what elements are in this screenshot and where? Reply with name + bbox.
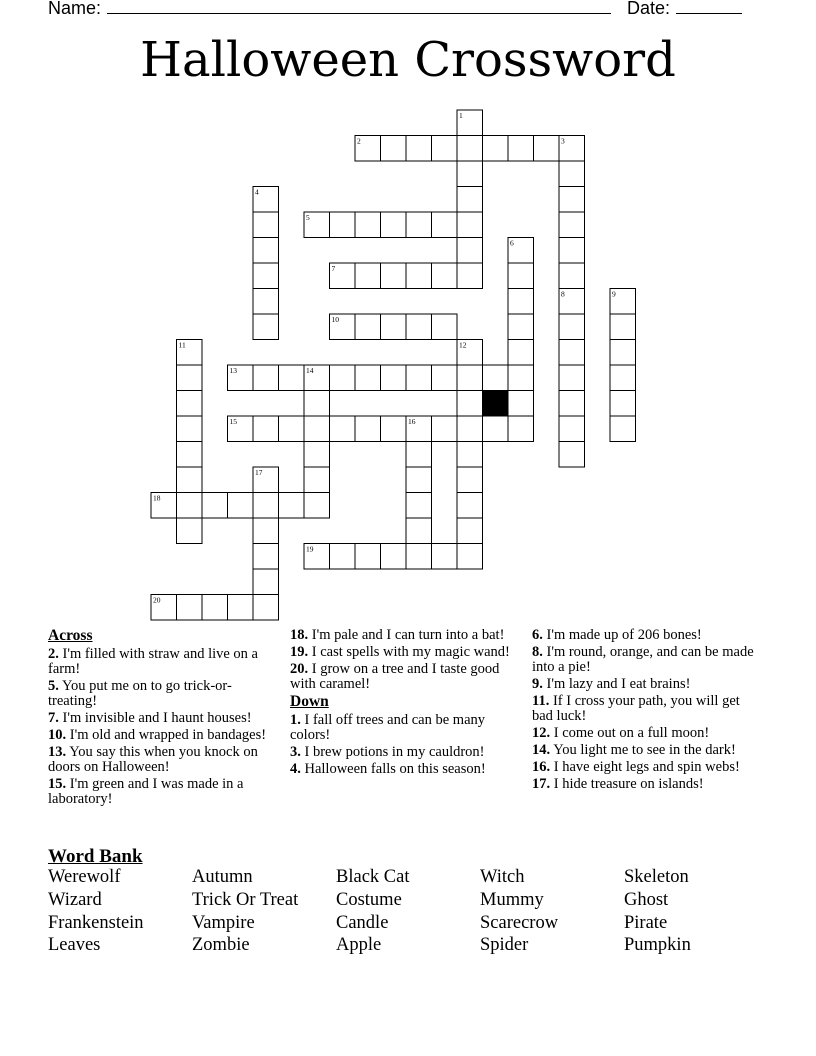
grid-cell[interactable] xyxy=(508,416,534,442)
grid-cell[interactable] xyxy=(381,544,407,570)
grid-cell[interactable] xyxy=(457,263,483,289)
grid-cell-number: 9 xyxy=(612,289,616,299)
grid-cell[interactable] xyxy=(177,391,203,417)
grid-cell[interactable] xyxy=(559,391,585,417)
clue-number: 9. xyxy=(532,676,543,692)
grid-cell[interactable] xyxy=(483,416,509,442)
grid-cell[interactable] xyxy=(406,518,432,544)
clue-down-9 xyxy=(532,677,754,692)
word-bank-word: Mummy xyxy=(480,889,544,910)
clue-down-14 xyxy=(532,743,754,758)
across-heading: Across xyxy=(48,627,93,644)
grid-cell[interactable] xyxy=(610,416,636,442)
grid-cell[interactable] xyxy=(559,161,585,187)
word-bank-word: Pirate xyxy=(624,912,668,933)
grid-cell[interactable] xyxy=(355,544,381,570)
word-bank-word: Apple xyxy=(336,935,382,956)
grid-cell[interactable] xyxy=(177,518,203,544)
grid-cell[interactable] xyxy=(253,595,279,621)
grid-cell[interactable] xyxy=(406,493,432,519)
clue-number: 8. xyxy=(532,644,543,660)
grid-cell[interactable] xyxy=(508,391,534,417)
grid-cell[interactable] xyxy=(304,416,330,442)
grid-cell[interactable] xyxy=(406,467,432,493)
grid-cell[interactable] xyxy=(381,365,407,391)
clue-across-10 xyxy=(48,728,276,743)
word-bank-word: Costume xyxy=(336,889,402,910)
word-bank-word: Ghost xyxy=(624,889,669,910)
grid-cell-number: 14 xyxy=(306,366,314,375)
page-title: Halloween Crossword xyxy=(140,32,676,88)
clue-number: 18. xyxy=(290,627,309,643)
clue-number: 3. xyxy=(290,744,301,760)
grid-cell[interactable] xyxy=(304,442,330,468)
grid-cell[interactable] xyxy=(406,136,432,162)
grid-cell[interactable] xyxy=(483,136,509,162)
clue-text: I come out on a full moon! xyxy=(553,725,710,741)
grid-cell[interactable] xyxy=(432,314,458,340)
grid-cell[interactable] xyxy=(508,136,534,162)
clue-number: 20. xyxy=(290,661,309,677)
clue-down-17 xyxy=(532,777,754,792)
clue-down-8 xyxy=(532,645,754,675)
grid-cell[interactable] xyxy=(559,263,585,289)
grid-cell[interactable] xyxy=(559,442,585,468)
grid-cell[interactable] xyxy=(457,518,483,544)
clues-column-2 xyxy=(290,628,520,779)
grid-cell-number: 6 xyxy=(510,238,514,248)
clue-text: I hide treasure on islands! xyxy=(553,776,704,792)
grid-cell[interactable] xyxy=(330,365,356,391)
grid-cell[interactable] xyxy=(406,212,432,238)
grid-cell[interactable] xyxy=(457,212,483,238)
grid-cell[interactable] xyxy=(559,365,585,391)
grid-cell-number: 1 xyxy=(459,111,463,120)
clue-across-15 xyxy=(48,777,276,807)
grid-cell[interactable] xyxy=(508,263,534,289)
word-bank-word: Scarecrow xyxy=(480,912,559,933)
down-heading: Down xyxy=(290,693,329,710)
grid-cell[interactable] xyxy=(177,365,203,391)
grid-cell[interactable] xyxy=(253,365,279,391)
clue-text: I have eight legs and spin webs! xyxy=(553,759,740,775)
grid-cell[interactable] xyxy=(253,493,279,519)
word-bank-word: Werewolf xyxy=(48,867,121,887)
grid-cell[interactable] xyxy=(457,238,483,264)
grid-cell[interactable] xyxy=(355,416,381,442)
word-bank-word: Trick Or Treat xyxy=(192,889,299,910)
grid-cell[interactable] xyxy=(559,340,585,366)
grid-cell[interactable] xyxy=(177,442,203,468)
grid-cell[interactable] xyxy=(559,238,585,264)
name-label: Name: xyxy=(48,0,102,18)
grid-cell-shaded xyxy=(483,391,509,417)
clue-number: 13. xyxy=(48,744,67,760)
clue-text: I'm lazy and I eat brains! xyxy=(546,676,691,692)
clue-number: 7. xyxy=(48,710,59,726)
clue-across-13 xyxy=(48,745,276,775)
grid-cell[interactable] xyxy=(177,595,203,621)
word-bank-word: Black Cat xyxy=(336,867,410,887)
grid-cell[interactable] xyxy=(253,238,279,264)
grid-cell[interactable] xyxy=(432,416,458,442)
grid-cell[interactable] xyxy=(253,263,279,289)
grid-cell[interactable] xyxy=(457,161,483,187)
clue-down-3 xyxy=(290,745,520,760)
grid-cell[interactable] xyxy=(381,314,407,340)
word-bank-word: Spider xyxy=(480,935,529,956)
grid-cell[interactable] xyxy=(330,416,356,442)
word-bank-word: Vampire xyxy=(192,912,255,933)
grid-cell[interactable] xyxy=(304,391,330,417)
grid-cell[interactable] xyxy=(202,595,228,621)
clue-across-7 xyxy=(48,711,276,726)
grid-cell[interactable] xyxy=(559,212,585,238)
clue-number: 14. xyxy=(532,742,551,758)
grid-cell[interactable] xyxy=(508,365,534,391)
grid-cell[interactable] xyxy=(610,314,636,340)
grid-cell[interactable] xyxy=(406,314,432,340)
grid-cell[interactable] xyxy=(253,289,279,315)
word-bank xyxy=(48,867,768,958)
clue-text: I fall off trees and can be many colors! xyxy=(290,712,485,743)
grid-cell[interactable] xyxy=(432,544,458,570)
word-bank-word: Zombie xyxy=(192,935,250,956)
grid-cell[interactable] xyxy=(177,493,203,519)
clue-number: 12. xyxy=(532,725,551,741)
grid-cell[interactable] xyxy=(432,136,458,162)
grid-cell[interactable] xyxy=(457,467,483,493)
grid-cell[interactable] xyxy=(559,416,585,442)
clue-text: I'm invisible and I haunt houses! xyxy=(62,710,252,726)
grid-cell[interactable] xyxy=(355,314,381,340)
grid-cell[interactable] xyxy=(202,493,228,519)
grid-cell[interactable] xyxy=(279,416,305,442)
clue-text: I'm pale and I can turn into a bat! xyxy=(311,627,505,643)
clue-text: You light me to see in the dark! xyxy=(553,742,736,758)
grid-cell[interactable] xyxy=(559,187,585,213)
clue-number: 4. xyxy=(290,761,301,777)
clues-column-3 xyxy=(532,628,754,794)
grid-cell[interactable] xyxy=(457,442,483,468)
word-bank-row xyxy=(48,913,768,936)
clue-text: I'm filled with straw and live on a farm! xyxy=(48,646,258,677)
grid-cell[interactable] xyxy=(253,314,279,340)
grid-cell[interactable] xyxy=(253,569,279,595)
clue-text: You put me on to go trick-or-treating! xyxy=(48,678,232,709)
clue-text: I'm old and wrapped in bandages! xyxy=(69,727,267,743)
clue-number: 6. xyxy=(532,627,543,643)
grid-cell-number: 17 xyxy=(255,468,263,477)
grid-cell[interactable] xyxy=(381,416,407,442)
clue-number: 16. xyxy=(532,759,551,775)
word-bank-row xyxy=(48,890,768,913)
word-bank-word: Pumpkin xyxy=(624,935,691,956)
clue-across-18 xyxy=(290,628,520,643)
grid-cell[interactable] xyxy=(432,212,458,238)
grid-cell[interactable] xyxy=(457,136,483,162)
clue-number: 1. xyxy=(290,712,301,728)
clue-text: I'm made up of 206 bones! xyxy=(546,627,702,643)
grid-cell[interactable] xyxy=(432,263,458,289)
grid-cell-number: 15 xyxy=(229,417,237,426)
clue-text: I grow on a tree and I taste good with caramel! xyxy=(290,661,500,692)
grid-cell-number: 4 xyxy=(255,187,259,197)
grid-cell-number: 19 xyxy=(306,544,314,554)
word-bank-word: Leaves xyxy=(48,935,101,956)
grid-cell-number: 20 xyxy=(153,595,161,605)
grid-cell[interactable] xyxy=(457,365,483,391)
grid-cell[interactable] xyxy=(253,212,279,238)
grid-cell[interactable] xyxy=(610,340,636,366)
clue-text: I'm round, orange, and can be made into a pie! xyxy=(532,644,754,675)
clue-down-11 xyxy=(532,694,754,724)
grid-cell-number: 13 xyxy=(229,366,237,375)
grid-cell[interactable] xyxy=(483,365,509,391)
word-bank-word: Autumn xyxy=(192,867,253,887)
grid-cell[interactable] xyxy=(381,136,407,162)
word-bank-word: Candle xyxy=(336,912,389,933)
grid-cell[interactable] xyxy=(330,212,356,238)
clue-text: You say this when you knock on doors on Halloween! xyxy=(48,744,258,775)
grid-cell[interactable] xyxy=(406,544,432,570)
grid-cell[interactable] xyxy=(355,365,381,391)
grid-cell[interactable] xyxy=(304,493,330,519)
clue-across-19 xyxy=(290,645,520,660)
grid-cell[interactable] xyxy=(279,365,305,391)
grid-cell-number: 11 xyxy=(178,340,186,350)
grid-cell[interactable] xyxy=(508,289,534,315)
grid-cell[interactable] xyxy=(457,416,483,442)
grid-cell[interactable] xyxy=(381,212,407,238)
grid-cell-number: 7 xyxy=(331,264,336,273)
clue-number: 11. xyxy=(532,693,550,709)
grid-cell[interactable] xyxy=(355,263,381,289)
word-bank-heading: Word Bank xyxy=(48,846,143,867)
grid-cell-number: 2 xyxy=(357,136,361,146)
grid-cell[interactable] xyxy=(279,493,305,519)
grid-cell[interactable] xyxy=(406,263,432,289)
word-bank-word: Skeleton xyxy=(624,867,689,887)
clue-text: I brew potions in my cauldron! xyxy=(304,744,485,760)
grid-cell[interactable] xyxy=(508,314,534,340)
grid-cell[interactable] xyxy=(534,136,560,162)
grid-cell[interactable] xyxy=(330,544,356,570)
grid-cell-number: 18 xyxy=(153,493,161,503)
clue-number: 19. xyxy=(290,644,309,660)
date-label: Date: xyxy=(627,0,671,18)
clue-down-6 xyxy=(532,628,754,643)
clue-text: If I cross your path, you will get bad luck! xyxy=(532,693,740,724)
clue-down-16 xyxy=(532,760,754,775)
grid-cell[interactable] xyxy=(381,263,407,289)
grid-cell[interactable] xyxy=(457,544,483,570)
word-bank-row xyxy=(48,867,768,890)
clue-text: I'm green and I was made in a laboratory! xyxy=(48,776,244,807)
word-bank-word: Frankenstein xyxy=(48,912,144,933)
grid-cell-number: 8 xyxy=(561,289,565,299)
clue-number: 17. xyxy=(532,776,551,792)
grid-cell[interactable] xyxy=(406,365,432,391)
word-bank-word: Witch xyxy=(480,867,525,887)
grid-cell[interactable] xyxy=(253,518,279,544)
clues-column-1 xyxy=(48,628,276,809)
grid-cell[interactable] xyxy=(253,544,279,570)
grid-cell-number: 16 xyxy=(408,417,416,426)
grid-cell[interactable] xyxy=(177,467,203,493)
word-bank-row xyxy=(48,935,768,958)
grid-cell-number: 10 xyxy=(331,315,339,324)
grid-cell[interactable] xyxy=(457,493,483,519)
grid-cell-number: 5 xyxy=(306,213,310,222)
clue-text: Halloween falls on this season! xyxy=(304,761,486,777)
grid-cell[interactable] xyxy=(457,391,483,417)
clue-number: 2. xyxy=(48,646,59,662)
clue-across-5 xyxy=(48,679,276,709)
grid-cell[interactable] xyxy=(610,365,636,391)
clue-number: 5. xyxy=(48,678,59,694)
clue-text: I cast spells with my magic wand! xyxy=(311,644,510,660)
word-bank-word: Wizard xyxy=(48,889,102,910)
grid-cell[interactable] xyxy=(406,442,432,468)
grid-cell[interactable] xyxy=(304,467,330,493)
grid-cell[interactable] xyxy=(559,314,585,340)
clue-number: 10. xyxy=(48,727,67,743)
clue-down-4 xyxy=(290,762,520,777)
clue-across-20 xyxy=(290,662,520,692)
grid-cell[interactable] xyxy=(432,365,458,391)
grid-cell[interactable] xyxy=(610,391,636,417)
grid-cell-number: 12 xyxy=(459,340,467,350)
grid-cell[interactable] xyxy=(228,493,254,519)
clue-down-1 xyxy=(290,713,520,743)
grid-cell[interactable] xyxy=(457,187,483,213)
clue-across-2 xyxy=(48,647,276,677)
grid-cell[interactable] xyxy=(177,416,203,442)
grid-cell[interactable] xyxy=(355,212,381,238)
grid-cell[interactable] xyxy=(253,416,279,442)
grid-cell[interactable] xyxy=(508,340,534,366)
grid-cell-number: 3 xyxy=(561,136,565,146)
clue-down-12 xyxy=(532,726,754,741)
clue-number: 15. xyxy=(48,776,67,792)
grid-cell[interactable] xyxy=(228,595,254,621)
